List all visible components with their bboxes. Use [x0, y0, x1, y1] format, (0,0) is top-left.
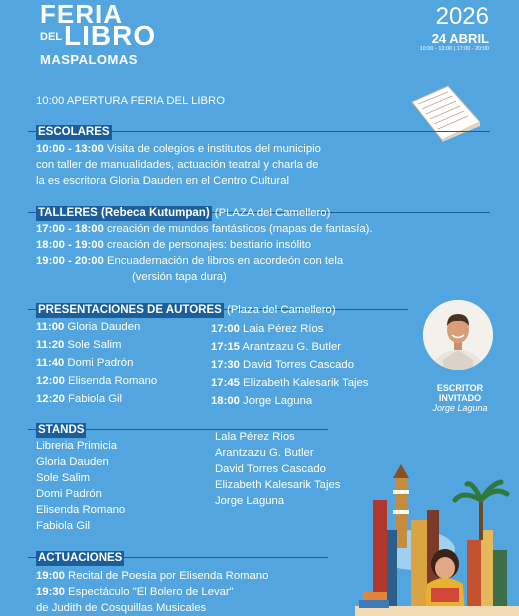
taller-line — [36, 221, 373, 237]
performance-line — [36, 600, 206, 616]
logo-libro: LIBRO — [64, 20, 157, 51]
stand-item: Elizabeth Kalesarik Tajes — [215, 479, 341, 491]
logo-feria: FERIA — [40, 0, 123, 29]
time-label: 19:00 - 20:00 — [36, 255, 104, 267]
section-escolares — [36, 124, 112, 140]
guest-writer-photo — [423, 300, 493, 370]
author-slot — [36, 373, 157, 389]
author-name: Elisenda Romano — [64, 375, 158, 387]
taller-line — [132, 269, 227, 285]
event-year: 2026 — [435, 3, 489, 30]
stand-item: Jorge Laguna — [215, 495, 285, 507]
activity-text: de Judith de Cosquillas Musicales — [36, 602, 207, 614]
activity-text: creación de personajes: bestiario insólito — [103, 239, 312, 251]
open-book-icon — [408, 82, 482, 142]
time-label: 19:30 — [36, 586, 65, 598]
stand-item: Libreria Primicia — [36, 440, 117, 452]
escolares-line — [36, 173, 289, 189]
stand-item: Domi Padrón — [36, 488, 102, 500]
author-slot — [36, 337, 121, 353]
stand-item: Arantzazu G. Butler — [215, 447, 314, 459]
section-title: STANDS — [38, 424, 85, 436]
taller-line — [36, 237, 311, 253]
author-slot — [211, 357, 354, 373]
event-hours: 10:00 - 13:00 | 17:00 - 20:00 — [419, 46, 489, 52]
time-label: 18:00 — [211, 395, 240, 407]
section-presentaciones — [36, 302, 336, 318]
author-name: David Torres Cascado — [239, 359, 354, 371]
activity-text: Recital de Poesía por Elisenda Romano — [64, 570, 269, 582]
section-title: PRESENTACIONES DE AUTORES — [38, 304, 222, 316]
author-name: Fabiola Gil — [64, 393, 123, 405]
section-place: (Plaza del Camellero) — [223, 304, 336, 316]
stand-item: David Torres Cascado — [215, 463, 326, 475]
guest-name: Jorge Laguna — [432, 403, 488, 413]
activity-text: con taller de manualidades, actuación teatral y charla de — [36, 159, 319, 171]
activity-text: Encuadernación de libros en acordeón con tela — [103, 255, 344, 267]
section-title: ACTUACIONES — [38, 552, 123, 564]
logo-maspalomas: MASPALOMAS — [40, 52, 138, 67]
author-slot — [36, 391, 122, 407]
author-slot — [211, 393, 312, 409]
time-label: 19:00 — [36, 570, 65, 582]
escolares-line — [36, 141, 321, 157]
author-slot — [211, 321, 323, 337]
activity-text: creación de mundos fantásticos (mapas de fantasía). — [103, 223, 373, 235]
time-label: 12:20 — [36, 393, 65, 405]
logo-del: DEL — [40, 31, 62, 43]
author-name: Gloria Dauden — [64, 321, 141, 333]
time-label: 12:00 — [36, 375, 65, 387]
guest-label-line1: ESCRITOR — [436, 383, 484, 393]
activity-text: (versión tapa dura) — [132, 271, 227, 283]
section-talleres — [36, 205, 330, 221]
author-slot — [211, 339, 341, 355]
event-date: 24 ABRIL — [431, 31, 489, 46]
escolares-line — [36, 157, 319, 173]
author-slot — [211, 375, 368, 391]
time-label: 17:45 — [211, 377, 240, 389]
activity-text: la es escritora Gloria Dauden en el Centro Cultural — [36, 175, 290, 187]
guest-label-line2: INVITADO — [438, 393, 482, 403]
performance-line — [36, 568, 268, 584]
author-name: Domi Padrón — [64, 357, 134, 369]
time-label: 17:00 - 18:00 — [36, 223, 104, 235]
author-name: Laia Pérez Ríos — [239, 323, 324, 335]
performance-line — [36, 584, 234, 600]
section-place: (PLAZA del Camellero) — [211, 207, 331, 219]
activity-text: Espectáculo "El Bolero de Levar" — [64, 586, 234, 598]
stand-item: Gloria Dauden — [36, 456, 109, 468]
book-tower-illustration — [355, 460, 519, 616]
opening-line: 10:00 APERTURA FERIA DEL LIBRO — [36, 95, 225, 107]
author-name: Arantzazu G. Butler — [239, 341, 341, 353]
author-slot — [36, 319, 140, 335]
activity-text: Visita de colegios e institutos del municipio — [103, 143, 321, 155]
time-label: 17:30 — [211, 359, 240, 371]
section-title: TALLERES (Rebeca Kutumpan) — [38, 207, 210, 219]
author-slot — [36, 355, 133, 371]
time-label: 17:00 — [211, 323, 240, 335]
stand-item: Fabiola Gil — [36, 520, 90, 532]
time-label: 11:20 — [36, 339, 65, 351]
section-title: ESCOLARES — [38, 126, 110, 138]
time-label: 11:40 — [36, 357, 65, 369]
stand-item: Lala Pérez Rios — [215, 431, 295, 443]
section-actuaciones — [36, 550, 124, 566]
author-name: Jorge Laguna — [239, 395, 313, 407]
stand-item: Elisenda Romano — [36, 504, 126, 516]
section-stands — [36, 422, 86, 438]
person-icon — [423, 300, 493, 370]
time-label: 11:00 — [36, 321, 65, 333]
time-label: 17:15 — [211, 341, 240, 353]
time-label: 18:00 - 19:00 — [36, 239, 104, 251]
author-name: Sole Salim — [64, 339, 122, 351]
time-label: 10:00 - 13:00 — [36, 143, 104, 155]
stand-item: Sole Salim — [36, 472, 90, 484]
taller-line — [36, 253, 343, 269]
author-name: Elizabeth Kalesarik Tajes — [239, 377, 369, 389]
